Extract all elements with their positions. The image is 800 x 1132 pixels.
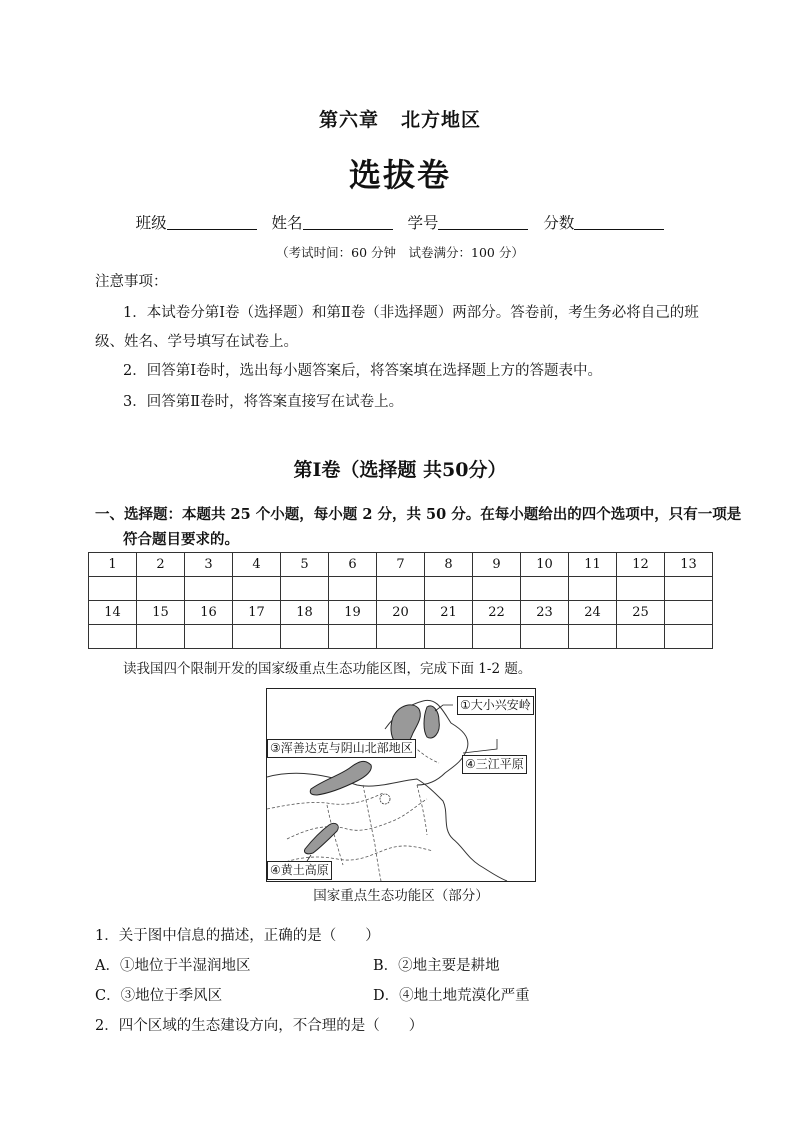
notice-item-2: 2．回答第Ⅰ卷时，选出每小题答案后，将答案填在选择题上方的答题表中。: [123, 363, 602, 379]
notice-item-3: 3．回答第Ⅱ卷时，将答案直接写在试卷上。: [123, 394, 404, 410]
answer-cell[interactable]: [521, 577, 569, 601]
exam-time-info: （考试时间：60 分钟 试卷满分：100 分）: [276, 245, 524, 260]
question-number-cell: 11: [569, 553, 617, 577]
student-id-label: 学号: [407, 214, 439, 232]
answer-cell[interactable]: [89, 577, 137, 601]
leader-line-a: [435, 705, 453, 711]
province-line-1: [267, 793, 383, 809]
answer-cell[interactable]: [425, 577, 473, 601]
eco-zone-map: [266, 688, 536, 882]
answer-cell[interactable]: [425, 625, 473, 649]
answer-cell[interactable]: [281, 577, 329, 601]
answer-cell[interactable]: [569, 625, 617, 649]
question-number-cell: 14: [89, 601, 137, 625]
question-number-cell: 25: [617, 601, 665, 625]
answer-cell[interactable]: [665, 625, 713, 649]
answer-cell[interactable]: [617, 577, 665, 601]
question-number-cell: 24: [569, 601, 617, 625]
score-blank[interactable]: [574, 214, 664, 230]
map-drawing: [267, 689, 535, 881]
question-number-cell: 15: [137, 601, 185, 625]
zone-khingan-east: [424, 706, 439, 738]
answer-cell[interactable]: [137, 577, 185, 601]
question-number-cell: 7: [377, 553, 425, 577]
question-1-option-b[interactable]: B．②地主要是耕地: [373, 958, 500, 974]
question-number-cell: 16: [185, 601, 233, 625]
map-intro: 读我国四个限制开发的国家级重点生态功能区图，完成下面 1-2 题。: [123, 661, 532, 677]
question-1-option-d[interactable]: D．④地土地荒漠化严重: [373, 988, 530, 1004]
answer-cell[interactable]: [329, 625, 377, 649]
question-number-cell: 13: [665, 553, 713, 577]
label-sanjiang-plain: ④三江平原: [462, 755, 527, 774]
score-label: 分数: [543, 214, 575, 232]
answer-cell[interactable]: [377, 577, 425, 601]
answer-cell[interactable]: [569, 577, 617, 601]
question-number-cell: 18: [281, 601, 329, 625]
question-number-cell: 9: [473, 553, 521, 577]
answer-cell[interactable]: [377, 625, 425, 649]
student-info-fields: [0, 211, 800, 233]
map-caption: 国家重点生态功能区（部分）: [313, 888, 489, 904]
question-number-cell: 5: [281, 553, 329, 577]
section-title: 第Ⅰ卷（选择题 共50分）: [293, 459, 507, 481]
question-number-cell: 4: [233, 553, 281, 577]
question-number-cell: 6: [329, 553, 377, 577]
label-hunshandake: ③浑善达克与阴山北部地区: [267, 739, 416, 758]
class-label: 班级: [135, 214, 167, 232]
question-1-option-c[interactable]: C．③地位于季风区: [95, 988, 223, 1004]
answer-cell[interactable]: [665, 577, 713, 601]
name-blank[interactable]: [303, 214, 393, 230]
province-line-5: [363, 785, 381, 881]
page-title: 选拔卷: [348, 156, 451, 194]
table-row: [89, 625, 713, 649]
notice-item-1-line-1: 1．本试卷分第Ⅰ卷（选择题）和第Ⅱ卷（非选择题）两部分。答卷前，考生务必将自己的班: [123, 305, 699, 321]
province-line-7: [417, 785, 427, 835]
question-number-cell: 8: [425, 553, 473, 577]
answer-cell[interactable]: [89, 625, 137, 649]
answer-cell[interactable]: [137, 625, 185, 649]
question-1-option-a[interactable]: A．①地位于半湿润地区: [95, 958, 251, 974]
label-greater-lesser-khingan: ①大小兴安岭: [457, 696, 534, 715]
answer-cell[interactable]: [473, 625, 521, 649]
chapter-number: 第六章: [318, 109, 379, 131]
answer-cell[interactable]: [233, 625, 281, 649]
answer-cell[interactable]: [521, 625, 569, 649]
chapter-heading: [0, 105, 800, 132]
chapter-name: 北方地区: [401, 109, 482, 131]
answer-cell[interactable]: [185, 625, 233, 649]
question-number-cell: 17: [233, 601, 281, 625]
question-number-cell: 3: [185, 553, 233, 577]
label-loess-plateau: ④黄土高原: [267, 861, 332, 880]
answer-cell[interactable]: [473, 577, 521, 601]
question-number-cell: [665, 601, 713, 625]
question-number-cell: 2: [137, 553, 185, 577]
student-id-blank[interactable]: [438, 214, 528, 230]
question-1-stem: 1．关于图中信息的描述，正确的是（ ）: [95, 928, 380, 944]
region-circle: [380, 794, 390, 804]
table-row: [89, 553, 713, 577]
notice-item-1-line-2: 级、姓名、学号填写在试卷上。: [95, 334, 298, 350]
answer-cell[interactable]: [329, 577, 377, 601]
answer-cell[interactable]: [233, 577, 281, 601]
name-label: 姓名: [271, 214, 303, 232]
question-number-cell: 12: [617, 553, 665, 577]
section-instructions-line-1: 一、选择题：本题共 25 个小题，每小题 2 分，共 50 分。在每小题给出的四个选项中，只有一项是: [95, 506, 742, 523]
province-line-2: [287, 799, 427, 839]
question-number-cell: 21: [425, 601, 473, 625]
question-number-cell: 10: [521, 553, 569, 577]
notice-heading: 注意事项：: [95, 274, 168, 290]
section-instructions-line-2: 符合题目要求的。: [123, 531, 239, 548]
question-number-cell: 19: [329, 601, 377, 625]
answer-table: [88, 552, 713, 649]
question-number-cell: 22: [473, 601, 521, 625]
zone-hunshandake: [310, 761, 371, 795]
class-blank[interactable]: [167, 214, 257, 230]
question-number-cell: 20: [377, 601, 425, 625]
answer-cell[interactable]: [281, 625, 329, 649]
table-row: [89, 601, 713, 625]
answer-cell[interactable]: [617, 625, 665, 649]
question-number-cell: 23: [521, 601, 569, 625]
question-2-stem: 2．四个区域的生态建设方向，不合理的是（ ）: [95, 1018, 424, 1034]
question-number-cell: 1: [89, 553, 137, 577]
zone-loess-plateau: [304, 823, 338, 853]
answer-cell[interactable]: [185, 577, 233, 601]
table-row: [89, 577, 713, 601]
